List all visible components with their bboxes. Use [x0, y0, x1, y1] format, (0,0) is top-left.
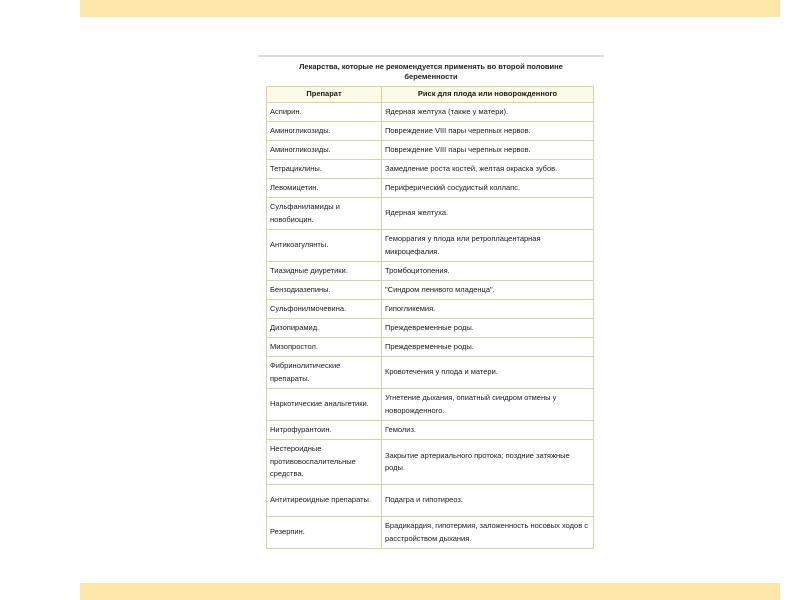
table-row	[267, 122, 594, 141]
risk-cell: Гемолиз.	[382, 421, 594, 440]
header-risk: Риск для плода или новорожденного	[382, 87, 594, 103]
table-row	[267, 141, 594, 160]
risk-cell: Угнетение дыхания, опиатный синдром отмены у новорожденного.	[382, 389, 594, 421]
drug-cell: Наркотические анальгетики.	[267, 389, 382, 421]
drug-cell: Антикоагулянты.	[267, 230, 382, 262]
risk-cell: Повреждение VIII пары черепных нервов.	[382, 122, 594, 141]
risk-cell: Замедление роста костей, желтая окраска зубов.	[382, 160, 594, 179]
risk-cell: Гипогликемия.	[382, 300, 594, 319]
table-row	[267, 357, 594, 389]
drug-cell: Нестероидные противовоспалительные средства.	[267, 440, 382, 485]
risk-cell: Преждевременные роды.	[382, 319, 594, 338]
table-row	[267, 103, 594, 122]
risk-cell: Повреждение VIII пары черепных нервов.	[382, 141, 594, 160]
document-image	[258, 55, 604, 549]
drug-cell: Бензодиазепины.	[267, 281, 382, 300]
table-row	[267, 160, 594, 179]
table-row	[267, 517, 594, 549]
drug-cell: Дизопирамид.	[267, 319, 382, 338]
risk-cell: Тромбоцитопения.	[382, 262, 594, 281]
table-row	[267, 300, 594, 319]
bottom-decorative-band	[80, 583, 780, 600]
drug-cell: Левомицетин.	[267, 179, 382, 198]
risk-cell: Ядерная желтуха.	[382, 198, 594, 230]
drug-cell: Антитиреоидные препараты.	[267, 485, 382, 517]
drug-risk-table	[266, 86, 594, 549]
table-row	[267, 485, 594, 517]
table-row	[267, 198, 594, 230]
table-row	[267, 440, 594, 485]
risk-cell: Геморрагия у плода или ретроплацентарная микроцефалия.	[382, 230, 594, 262]
top-decorative-band	[80, 0, 780, 17]
drug-cell: Мизопростол.	[267, 338, 382, 357]
risk-cell: Брадикардия, гипотермия, заложенность носовых ходов с расстройством дыхания.	[382, 517, 594, 549]
drug-cell: Резерпин.	[267, 517, 382, 549]
table-row	[267, 338, 594, 357]
risk-cell: Закрытие артериального протока; поздние затяжные роды.	[382, 440, 594, 485]
drug-cell: Аминогликозиды.	[267, 122, 382, 141]
drug-cell: Аминогликозиды.	[267, 141, 382, 160]
table-row	[267, 230, 594, 262]
table-row	[267, 389, 594, 421]
risk-cell: Преждевременные роды.	[382, 338, 594, 357]
drug-cell: Сульфаниламиды и новобиоцин.	[267, 198, 382, 230]
drug-cell: Аспирин.	[267, 103, 382, 122]
drug-cell: Сульфонилмочевина.	[267, 300, 382, 319]
risk-cell: Кровотечения у плода и матери.	[382, 357, 594, 389]
table-row	[267, 179, 594, 198]
table-header-row	[267, 87, 594, 103]
drug-cell: Тетрациклины.	[267, 160, 382, 179]
risk-cell: Периферический сосудистый коллапс.	[382, 179, 594, 198]
drug-cell: Нитрофурантоин.	[267, 421, 382, 440]
drug-cell: Тиазидные диуретики.	[267, 262, 382, 281]
drug-cell: Фибринолитические препараты.	[267, 357, 382, 389]
risk-cell: "Синдром ленивого младенца".	[382, 281, 594, 300]
table-row	[267, 421, 594, 440]
risk-cell: Ядерная желтуха (также у матери).	[382, 103, 594, 122]
header-drug: Препарат	[267, 87, 382, 103]
risk-cell: Подагра и гипотиреоз.	[382, 485, 594, 517]
table-row	[267, 319, 594, 338]
table-row	[267, 262, 594, 281]
top-divider	[258, 55, 604, 57]
table-row	[267, 281, 594, 300]
document-title: Лекарства, которые не рекомендуется применять во второй половине беременности	[299, 62, 563, 81]
